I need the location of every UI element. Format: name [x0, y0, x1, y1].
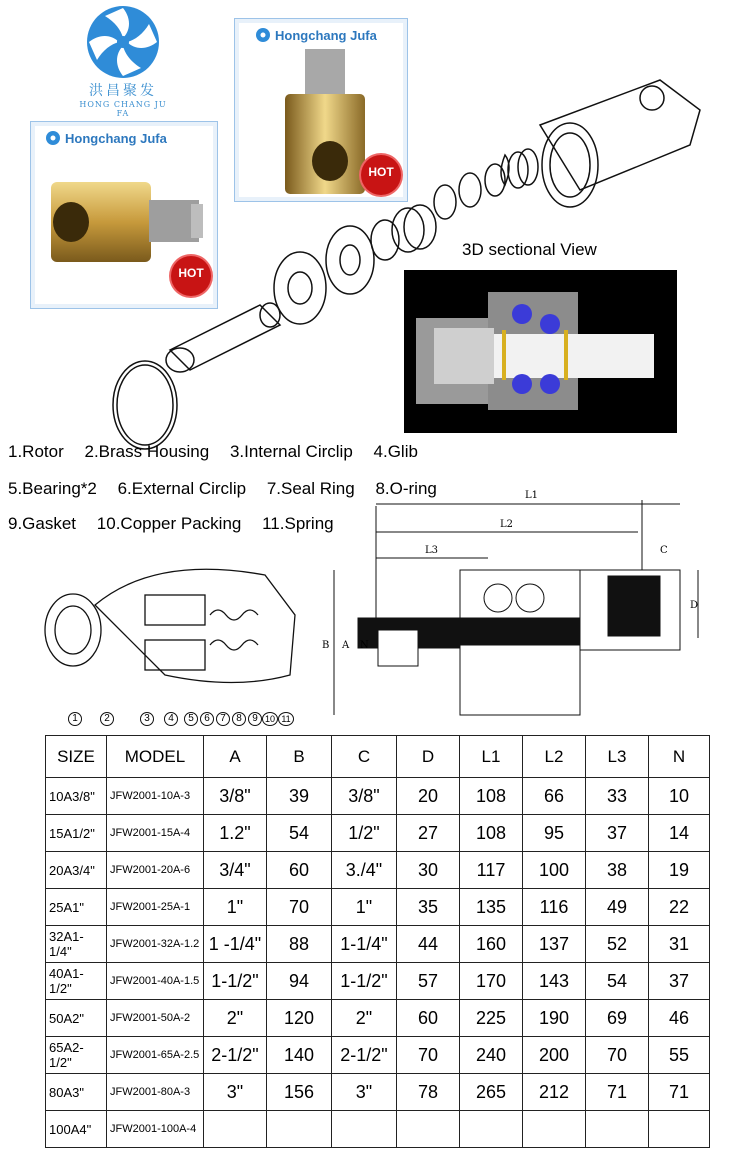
brand-mini-icon — [255, 27, 271, 43]
dim-label-C: C — [660, 545, 668, 556]
table-cell: 31 — [649, 926, 710, 963]
table-row — [46, 815, 710, 852]
header-n: N — [649, 736, 710, 778]
table-cell: 55 — [649, 1037, 710, 1074]
cell-size: 20A3/4" — [46, 852, 107, 889]
table-cell: 19 — [649, 852, 710, 889]
table-cell: 46 — [649, 1000, 710, 1037]
cell-size: 65A2-1/2" — [46, 1037, 107, 1074]
callout-number: 3 — [140, 712, 154, 726]
callout-number: 1 — [68, 712, 82, 726]
sectional-render — [404, 270, 677, 433]
table-cell: 2" — [204, 1000, 267, 1037]
dim-label-D: D — [690, 600, 699, 611]
table-cell: 143 — [523, 963, 586, 1000]
header-a: A — [204, 736, 267, 778]
table-cell: 1" — [332, 889, 397, 926]
callout-number: 10 — [262, 712, 278, 726]
logo-english-text: HONG CHANG JU FA — [79, 100, 167, 118]
dim-label-B: B — [322, 640, 330, 651]
dim-label-A: A — [342, 640, 350, 651]
header-b: B — [267, 736, 332, 778]
table-cell: 38 — [586, 852, 649, 889]
header-c: C — [332, 736, 397, 778]
table-cell: 44 — [397, 926, 460, 963]
part-label: 4.Glib — [373, 442, 418, 461]
table-cell: 1/2" — [332, 815, 397, 852]
table-row — [46, 1074, 710, 1111]
table-cell: 69 — [586, 1000, 649, 1037]
table-cell: 71 — [649, 1074, 710, 1111]
table-cell: 140 — [267, 1037, 332, 1074]
callout-number: 9 — [248, 712, 262, 726]
table-cell — [523, 1111, 586, 1148]
cutaway-diagram — [35, 555, 305, 730]
table-cell: 120 — [267, 1000, 332, 1037]
card-brand-text: Hongchang Jufa — [275, 27, 377, 43]
header-l3: L3 — [586, 736, 649, 778]
table-cell: 39 — [267, 778, 332, 815]
cell-size: 32A1-1/4" — [46, 926, 107, 963]
table-cell: 37 — [649, 963, 710, 1000]
table-cell: 1-1/2" — [204, 963, 267, 1000]
brand-mini-icon — [45, 130, 61, 146]
table-row — [46, 963, 710, 1000]
table-cell: 265 — [460, 1074, 523, 1111]
table-cell: 70 — [267, 889, 332, 926]
table-cell: 10 — [649, 778, 710, 815]
cell-model: JFW2001-15A-4 — [107, 815, 204, 852]
table-cell: 54 — [267, 815, 332, 852]
sectional-view-title: 3D sectional View — [462, 240, 597, 259]
table-cell: 225 — [460, 1000, 523, 1037]
callout-number: 2 — [100, 712, 114, 726]
table-cell: 37 — [586, 815, 649, 852]
table-cell: 160 — [460, 926, 523, 963]
table-cell: 94 — [267, 963, 332, 1000]
table-cell: 33 — [586, 778, 649, 815]
table-cell: 100 — [523, 852, 586, 889]
table-cell: 3/8" — [204, 778, 267, 815]
cell-model: JFW2001-40A-1.5 — [107, 963, 204, 1000]
part-label: 1.Rotor — [8, 442, 64, 461]
table-cell: 117 — [460, 852, 523, 889]
table-header-row — [46, 736, 710, 778]
table-cell: 60 — [267, 852, 332, 889]
header-l2: L2 — [523, 736, 586, 778]
part-label: 2.Brass Housing — [84, 442, 210, 461]
cell-size: 40A1-1/2" — [46, 963, 107, 1000]
parts-legend-line-3 — [8, 514, 350, 534]
table-cell: 30 — [397, 852, 460, 889]
table-cell — [649, 1111, 710, 1148]
table-cell — [586, 1111, 649, 1148]
dim-label-L3: L3 — [425, 545, 439, 556]
cell-model: JFW2001-32A-1.2 — [107, 926, 204, 963]
table-cell: 66 — [523, 778, 586, 815]
table-cell: 22 — [649, 889, 710, 926]
table-cell: 71 — [586, 1074, 649, 1111]
table-cell: 70 — [397, 1037, 460, 1074]
callout-number: 11 — [278, 712, 294, 726]
table-cell: 3" — [332, 1074, 397, 1111]
cell-model: JFW2001-50A-2 — [107, 1000, 204, 1037]
dim-label-N: N — [360, 640, 369, 651]
table-cell: 14 — [649, 815, 710, 852]
table-row — [46, 852, 710, 889]
cell-model: JFW2001-100A-4 — [107, 1111, 204, 1148]
table-row — [46, 926, 710, 963]
callout-number: 5 — [184, 712, 198, 726]
part-label: 9.Gasket — [8, 514, 77, 533]
table-cell: 1.2" — [204, 815, 267, 852]
callout-number: 8 — [232, 712, 246, 726]
table-cell — [460, 1111, 523, 1148]
table-cell: 95 — [523, 815, 586, 852]
hot-sale-badge: HOT — [361, 155, 401, 195]
cell-model: JFW2001-25A-1 — [107, 889, 204, 926]
callout-number: 6 — [200, 712, 214, 726]
dim-label-L2: L2 — [500, 519, 514, 530]
header-size: SIZE — [46, 736, 107, 778]
table-row — [46, 778, 710, 815]
part-label: 3.Internal Circlip — [229, 442, 353, 461]
part-label: 8.O-ring — [375, 479, 437, 498]
cell-size: 10A3/8" — [46, 778, 107, 815]
hot-sale-badge: HOT — [171, 256, 211, 296]
table-cell: 2-1/2" — [204, 1037, 267, 1074]
table-cell: 78 — [397, 1074, 460, 1111]
part-label: 11.Spring — [262, 514, 334, 533]
callout-number: 4 — [164, 712, 178, 726]
table-cell: 170 — [460, 963, 523, 1000]
header-d: D — [397, 736, 460, 778]
table-cell: 1-1/2" — [332, 963, 397, 1000]
sectional-view-image — [404, 270, 677, 433]
table-cell: 20 — [397, 778, 460, 815]
spec-table — [45, 735, 710, 1148]
part-label: 5.Bearing*2 — [8, 479, 97, 498]
table-cell — [397, 1111, 460, 1148]
cell-model: JFW2001-10A-3 — [107, 778, 204, 815]
table-cell — [332, 1111, 397, 1148]
table-cell: 60 — [397, 1000, 460, 1037]
table-cell — [267, 1111, 332, 1148]
table-cell: 49 — [586, 889, 649, 926]
cell-size: 15A1/2" — [46, 815, 107, 852]
table-cell: 108 — [460, 815, 523, 852]
cell-model: JFW2001-20A-6 — [107, 852, 204, 889]
table-cell: 212 — [523, 1074, 586, 1111]
table-cell: 2-1/2" — [332, 1037, 397, 1074]
cell-size: 50A2" — [46, 1000, 107, 1037]
dimension-drawing — [318, 490, 718, 730]
table-cell: 135 — [460, 889, 523, 926]
table-cell: 3" — [204, 1074, 267, 1111]
table-cell: 52 — [586, 926, 649, 963]
table-cell: 1 -1/4" — [204, 926, 267, 963]
cell-size: 100A4" — [46, 1111, 107, 1148]
table-cell — [204, 1111, 267, 1148]
cell-size: 80A3" — [46, 1074, 107, 1111]
table-cell: 190 — [523, 1000, 586, 1037]
part-label: 10.Copper Packing — [96, 514, 242, 533]
table-cell: 116 — [523, 889, 586, 926]
logo-chinese-text: 洪昌聚发 — [89, 83, 157, 99]
logo-icon — [85, 4, 161, 80]
table-cell: 35 — [397, 889, 460, 926]
part-label: 6.External Circlip — [117, 479, 247, 498]
cell-model: JFW2001-80A-3 — [107, 1074, 204, 1111]
table-row — [46, 1111, 710, 1148]
table-cell: 3/8" — [332, 778, 397, 815]
table-cell: 27 — [397, 815, 460, 852]
table-cell: 1-1/4" — [332, 926, 397, 963]
table-cell: 240 — [460, 1037, 523, 1074]
table-cell: 1" — [204, 889, 267, 926]
table-row — [46, 1000, 710, 1037]
table-cell: 108 — [460, 778, 523, 815]
cell-model: JFW2001-65A-2.5 — [107, 1037, 204, 1074]
callout-number: 7 — [216, 712, 230, 726]
header-model: MODEL — [107, 736, 204, 778]
cell-size: 25A1" — [46, 889, 107, 926]
table-cell: 137 — [523, 926, 586, 963]
table-cell: 70 — [586, 1037, 649, 1074]
parts-legend-line-1 — [8, 442, 434, 462]
table-row — [46, 889, 710, 926]
table-cell: 88 — [267, 926, 332, 963]
table-cell: 156 — [267, 1074, 332, 1111]
card-brand-text: Hongchang Jufa — [65, 130, 167, 146]
table-cell: 57 — [397, 963, 460, 1000]
table-cell: 54 — [586, 963, 649, 1000]
header-l1: L1 — [460, 736, 523, 778]
table-cell: 2" — [332, 1000, 397, 1037]
dim-label-L1: L1 — [525, 490, 539, 501]
table-cell: 3/4" — [204, 852, 267, 889]
table-cell: 3./4" — [332, 852, 397, 889]
callout-row — [66, 712, 296, 730]
table-row — [46, 1037, 710, 1074]
table-cell: 200 — [523, 1037, 586, 1074]
part-label: 7.Seal Ring — [266, 479, 355, 498]
